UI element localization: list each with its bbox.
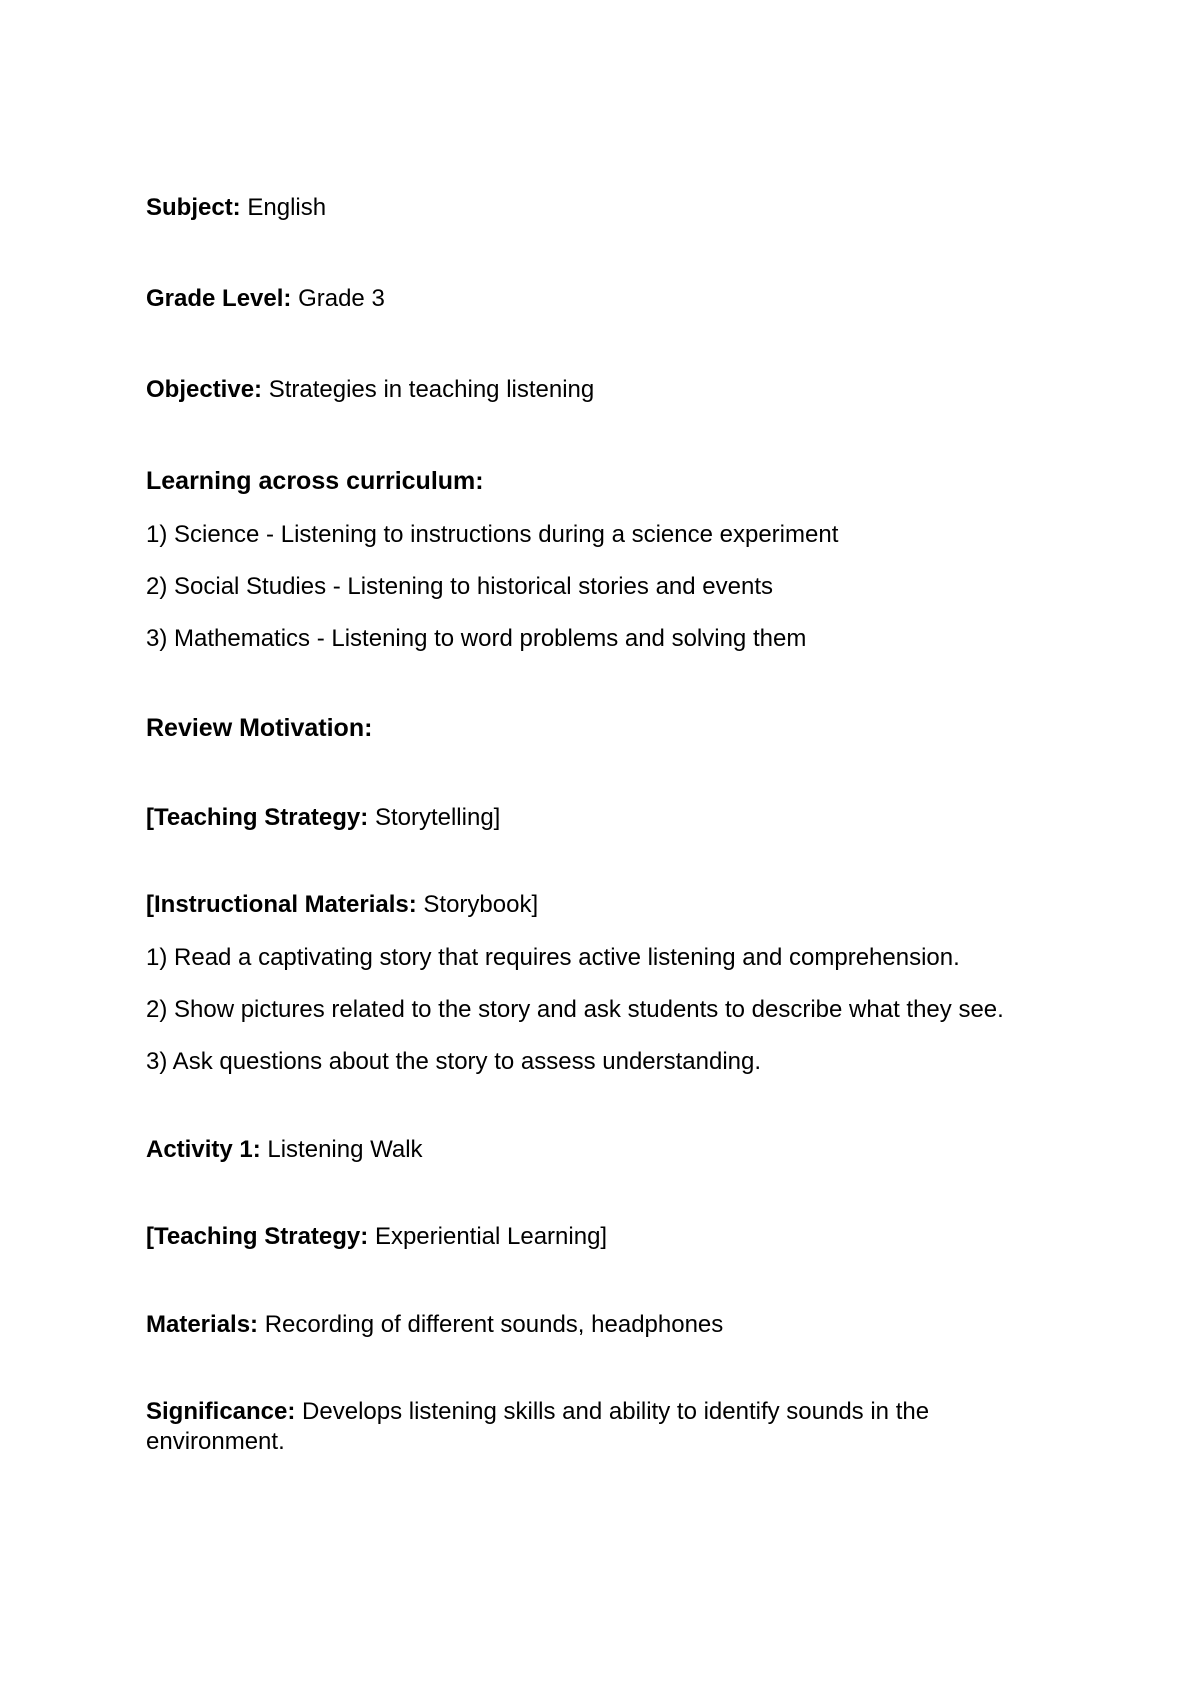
activity1-strategy-value: Experiential Learning]: [374, 1223, 608, 1250]
subject-value: English: [247, 194, 327, 221]
review-materials-bracket: [: [146, 891, 154, 918]
activity1-strategy-label: Teaching Strategy:: [154, 1223, 369, 1250]
review-strategy-label: Teaching Strategy:: [154, 804, 369, 831]
review-item: 2) Show pictures related to the story and ask students to describe what they see.: [146, 996, 1004, 1023]
subject-label: Subject:: [146, 194, 241, 221]
activity1-materials-line: [146, 1310, 723, 1340]
grade-line: [146, 284, 385, 314]
activity1-significance-line: [146, 1397, 1006, 1457]
review-materials-line: [146, 890, 538, 920]
activity1-title-label: Activity 1:: [146, 1136, 261, 1163]
learning-item: 1) Science - Listening to instructions during a science experiment: [146, 521, 839, 548]
review-materials-label: Instructional Materials:: [154, 891, 417, 918]
activity1-significance-value: Develops listening skills and ability to identify sounds in the environment.: [146, 1398, 930, 1455]
subject-line: [146, 193, 326, 223]
review-strategy-line: [146, 803, 500, 833]
activity1-strategy-bracket: [: [146, 1223, 154, 1250]
learning-item: 2) Social Studies - Listening to historical stories and events: [146, 573, 773, 600]
objective-value: Strategies in teaching listening: [268, 376, 595, 403]
activity1-materials-label: Materials:: [146, 1311, 259, 1338]
grade-label: Grade Level:: [146, 285, 292, 312]
activity1-strategy-line: [146, 1222, 607, 1252]
grade-value: Grade 3: [298, 285, 385, 312]
learning-item: 3) Mathematics - Listening to word problems and solving them: [146, 625, 807, 652]
review-item: 1) Read a captivating story that requires active listening and comprehension.: [146, 944, 960, 971]
learning-heading: Learning across curriculum:: [146, 467, 484, 495]
activity1-significance-label: Significance:: [146, 1398, 296, 1425]
activity1-title-line: [146, 1135, 423, 1165]
activity1-materials-value: Recording of different sounds, headphones: [264, 1311, 724, 1338]
review-item: 3) Ask questions about the story to assess understanding.: [146, 1048, 762, 1075]
review-strategy-value: Storytelling]: [374, 804, 501, 831]
objective-label: Objective:: [146, 376, 263, 403]
review-materials-value: Storybook]: [423, 891, 539, 918]
review-strategy-bracket: [: [146, 804, 154, 831]
review-heading: Review Motivation:: [146, 714, 373, 742]
objective-line: [146, 375, 594, 405]
activity1-title-value: Listening Walk: [267, 1136, 423, 1163]
